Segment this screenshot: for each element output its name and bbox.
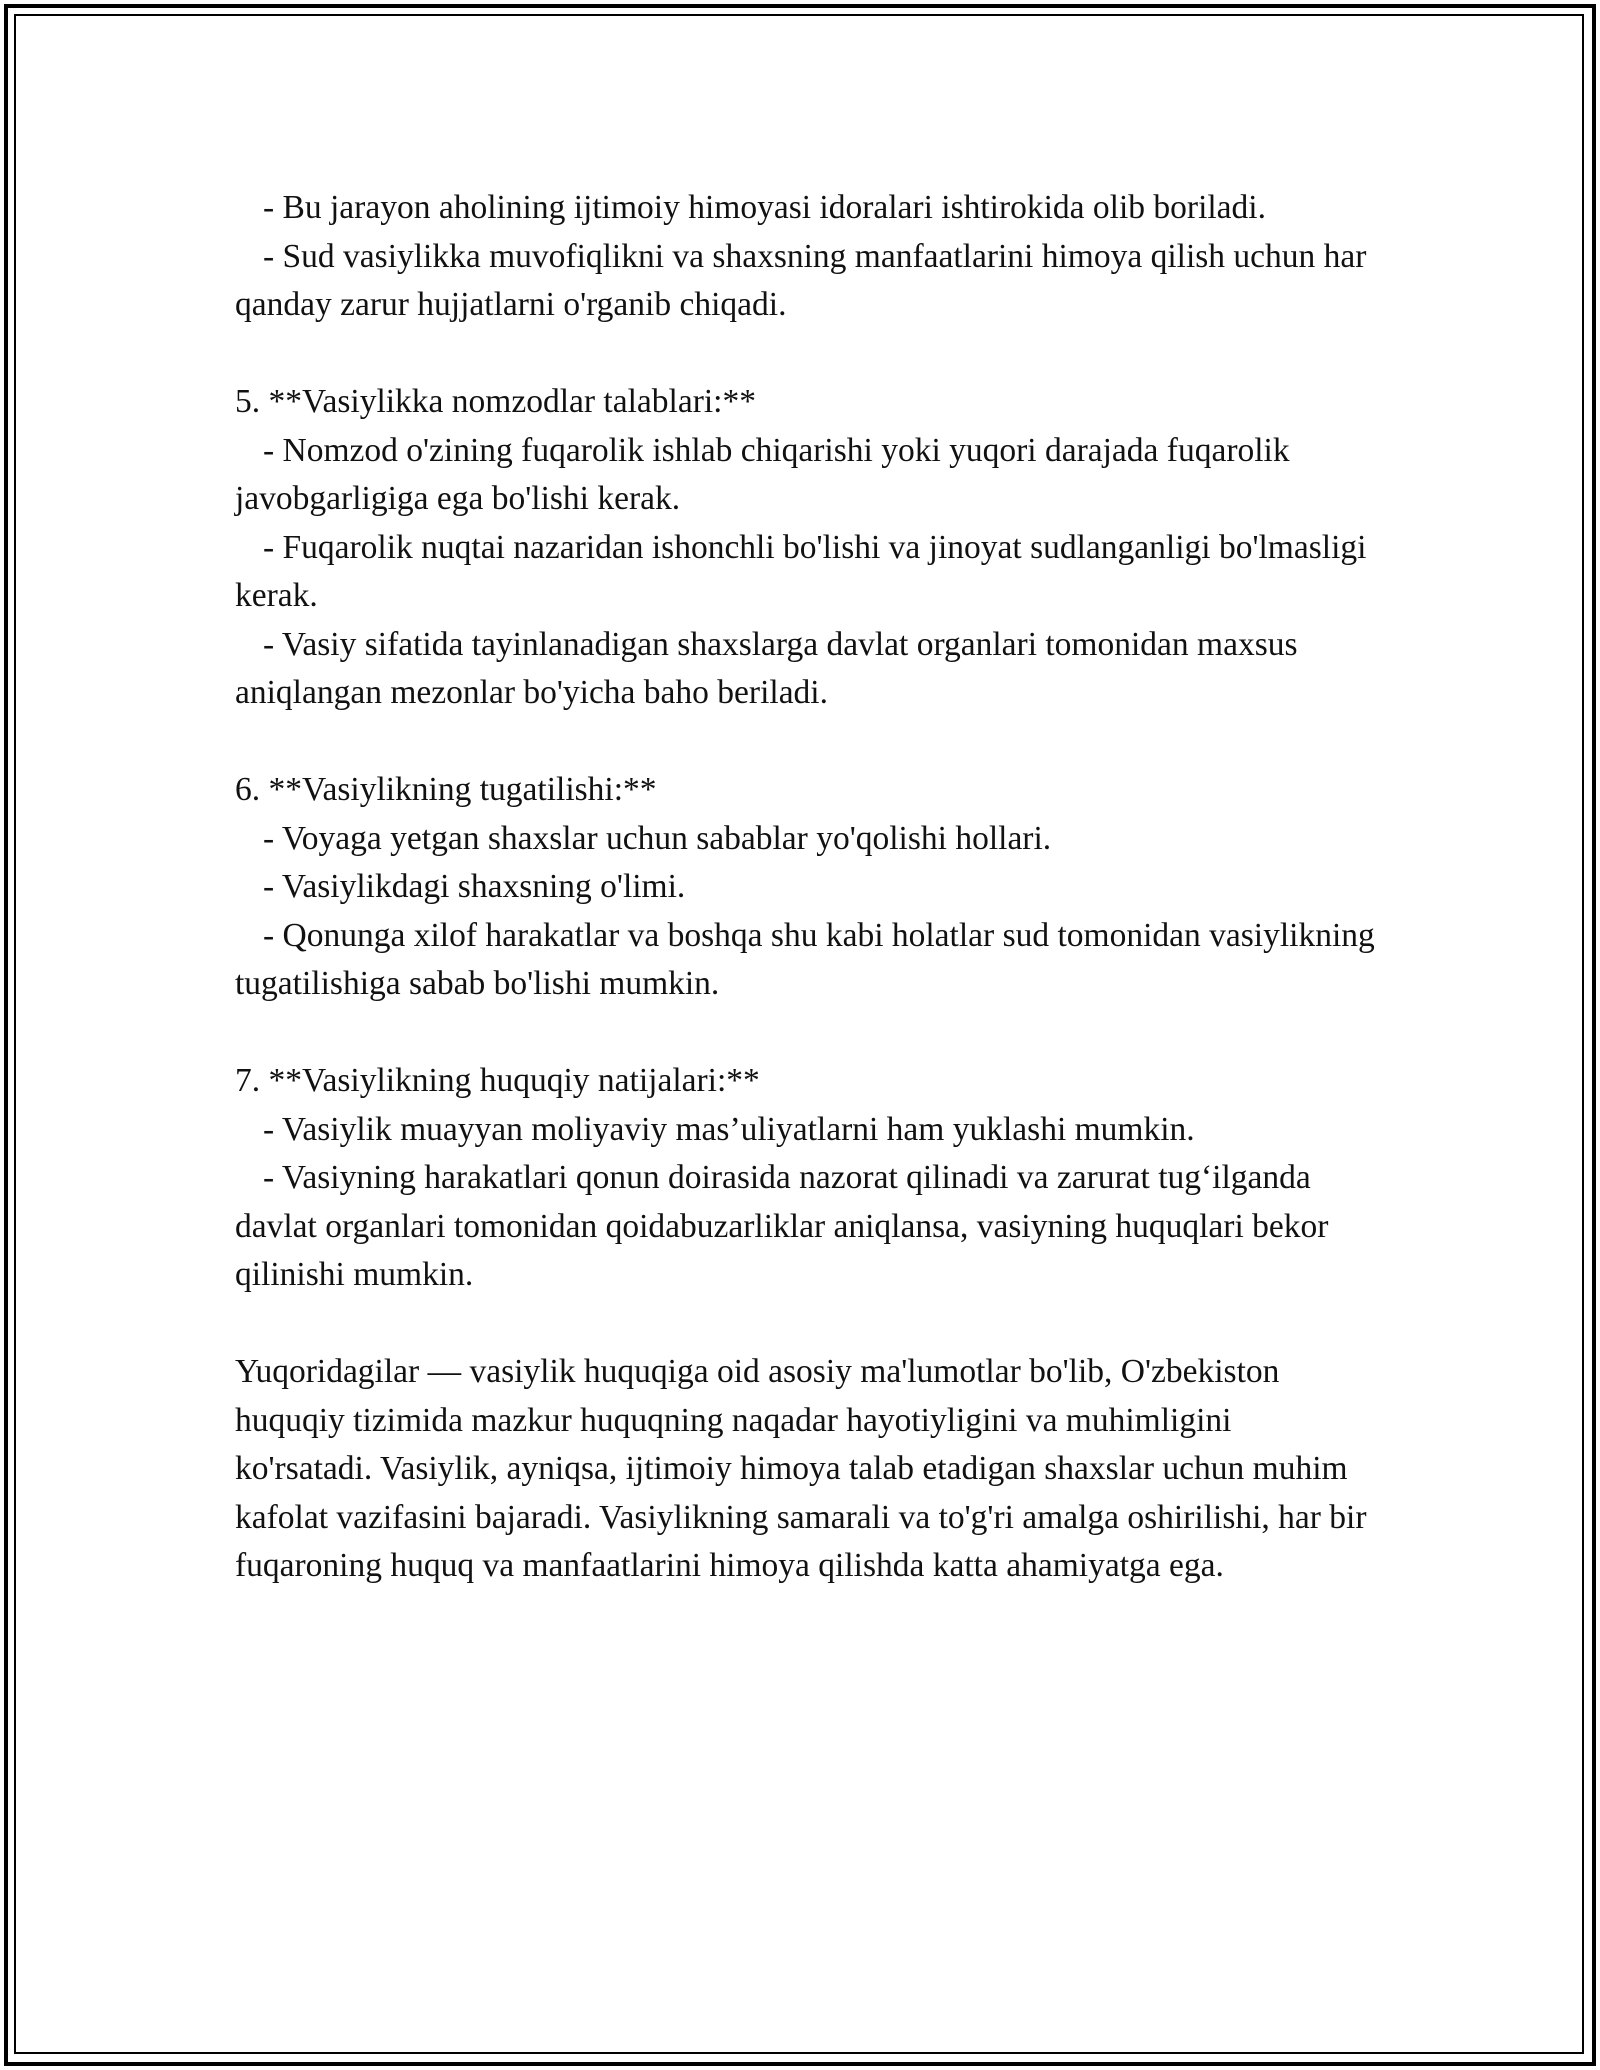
section-6-bullet: - Qonunga xilof harakatlar va boshqa shu kabi holatlar sud tomonidan vasiylikning tugatilishiga sabab bo'lishi mumkin. [235, 916, 1375, 1002]
intro-bullet: - Bu jarayon aholining ijtimoiy himoyasi idoralari ishtirokida olib boriladi. [263, 189, 1266, 226]
paragraph-gap [235, 330, 1375, 379]
section-heading-5: 5. **Vasiylikka nomzodlar talablari:** [235, 383, 756, 420]
section-7-bullet: - Vasiyning harakatlari qonun doirasida nazorat qilinadi va zarurat tug‘ilganda davlat organlari tomonidan qoidabuzarliklar aniqlansa, vasiyning huquqlari bekor qilinishi mumkin. [235, 1159, 1329, 1293]
paragraph-gap [235, 1009, 1375, 1058]
section-7-bullet: - Vasiylik muayyan moliyaviy mas’uliyatlarni ham yuklashi mumkin. [263, 1110, 1195, 1148]
section-5-bullet: - Vasiy sifatida tayinlanadigan shaxslarga davlat organlari tomonidan maxsus aniqlangan mezonlar bo'yicha baho beriladi. [235, 625, 1298, 711]
paragraph-gap [235, 1300, 1375, 1349]
conclusion-paragraph: Yuqoridagilar — vasiylik huquqiga oid asosiy ma'lumotlar bo'lib, O'zbekiston huquqiy tizimida mazkur huquqning naqadar hayotiyligini va muhimligini ko'rsatadi. Vasiylik, ayniqsa, ijtimoiy himoya talab etadigan shaxslar uchun muhim kafolat vazifasini bajaradi. Vasiylikning samarali va to'g'ri amalga oshirilishi, har bir fuqaroning huquq va manfaatlarini himoya qilishda katta ahamiyatga ega. [235, 1353, 1367, 1584]
section-5-bullet: - Nomzod o'zining fuqarolik ishlab chiqarishi yoki yuqori darajada fuqarolik javobgarligiga ega bo'lishi kerak. [235, 431, 1290, 517]
document-body [235, 184, 1375, 1591]
intro-bullet: - Sud vasiylikka muvofiqlikni va shaxsning manfaatlarini himoya qilish uchun har qanday zarur hujjatlarni o'rganib chiqadi. [235, 237, 1367, 323]
section-5-bullet: - Fuqarolik nuqtai nazaridan ishonchli bo'lishi va jinoyat sudlanganligi bo'lmasligi kerak. [235, 528, 1367, 614]
section-6-bullet: - Vasiylikdagi shaxsning o'limi. [263, 868, 686, 905]
section-heading-7: 7. **Vasiylikning huquqiy natijalari:** [235, 1062, 760, 1099]
section-heading-6: 6. **Vasiylikning tugatilishi:** [235, 771, 657, 808]
section-6-bullet: - Voyaga yetgan shaxslar uchun sabablar yo'qolishi hollari. [263, 819, 1052, 857]
paragraph-gap [235, 718, 1375, 767]
